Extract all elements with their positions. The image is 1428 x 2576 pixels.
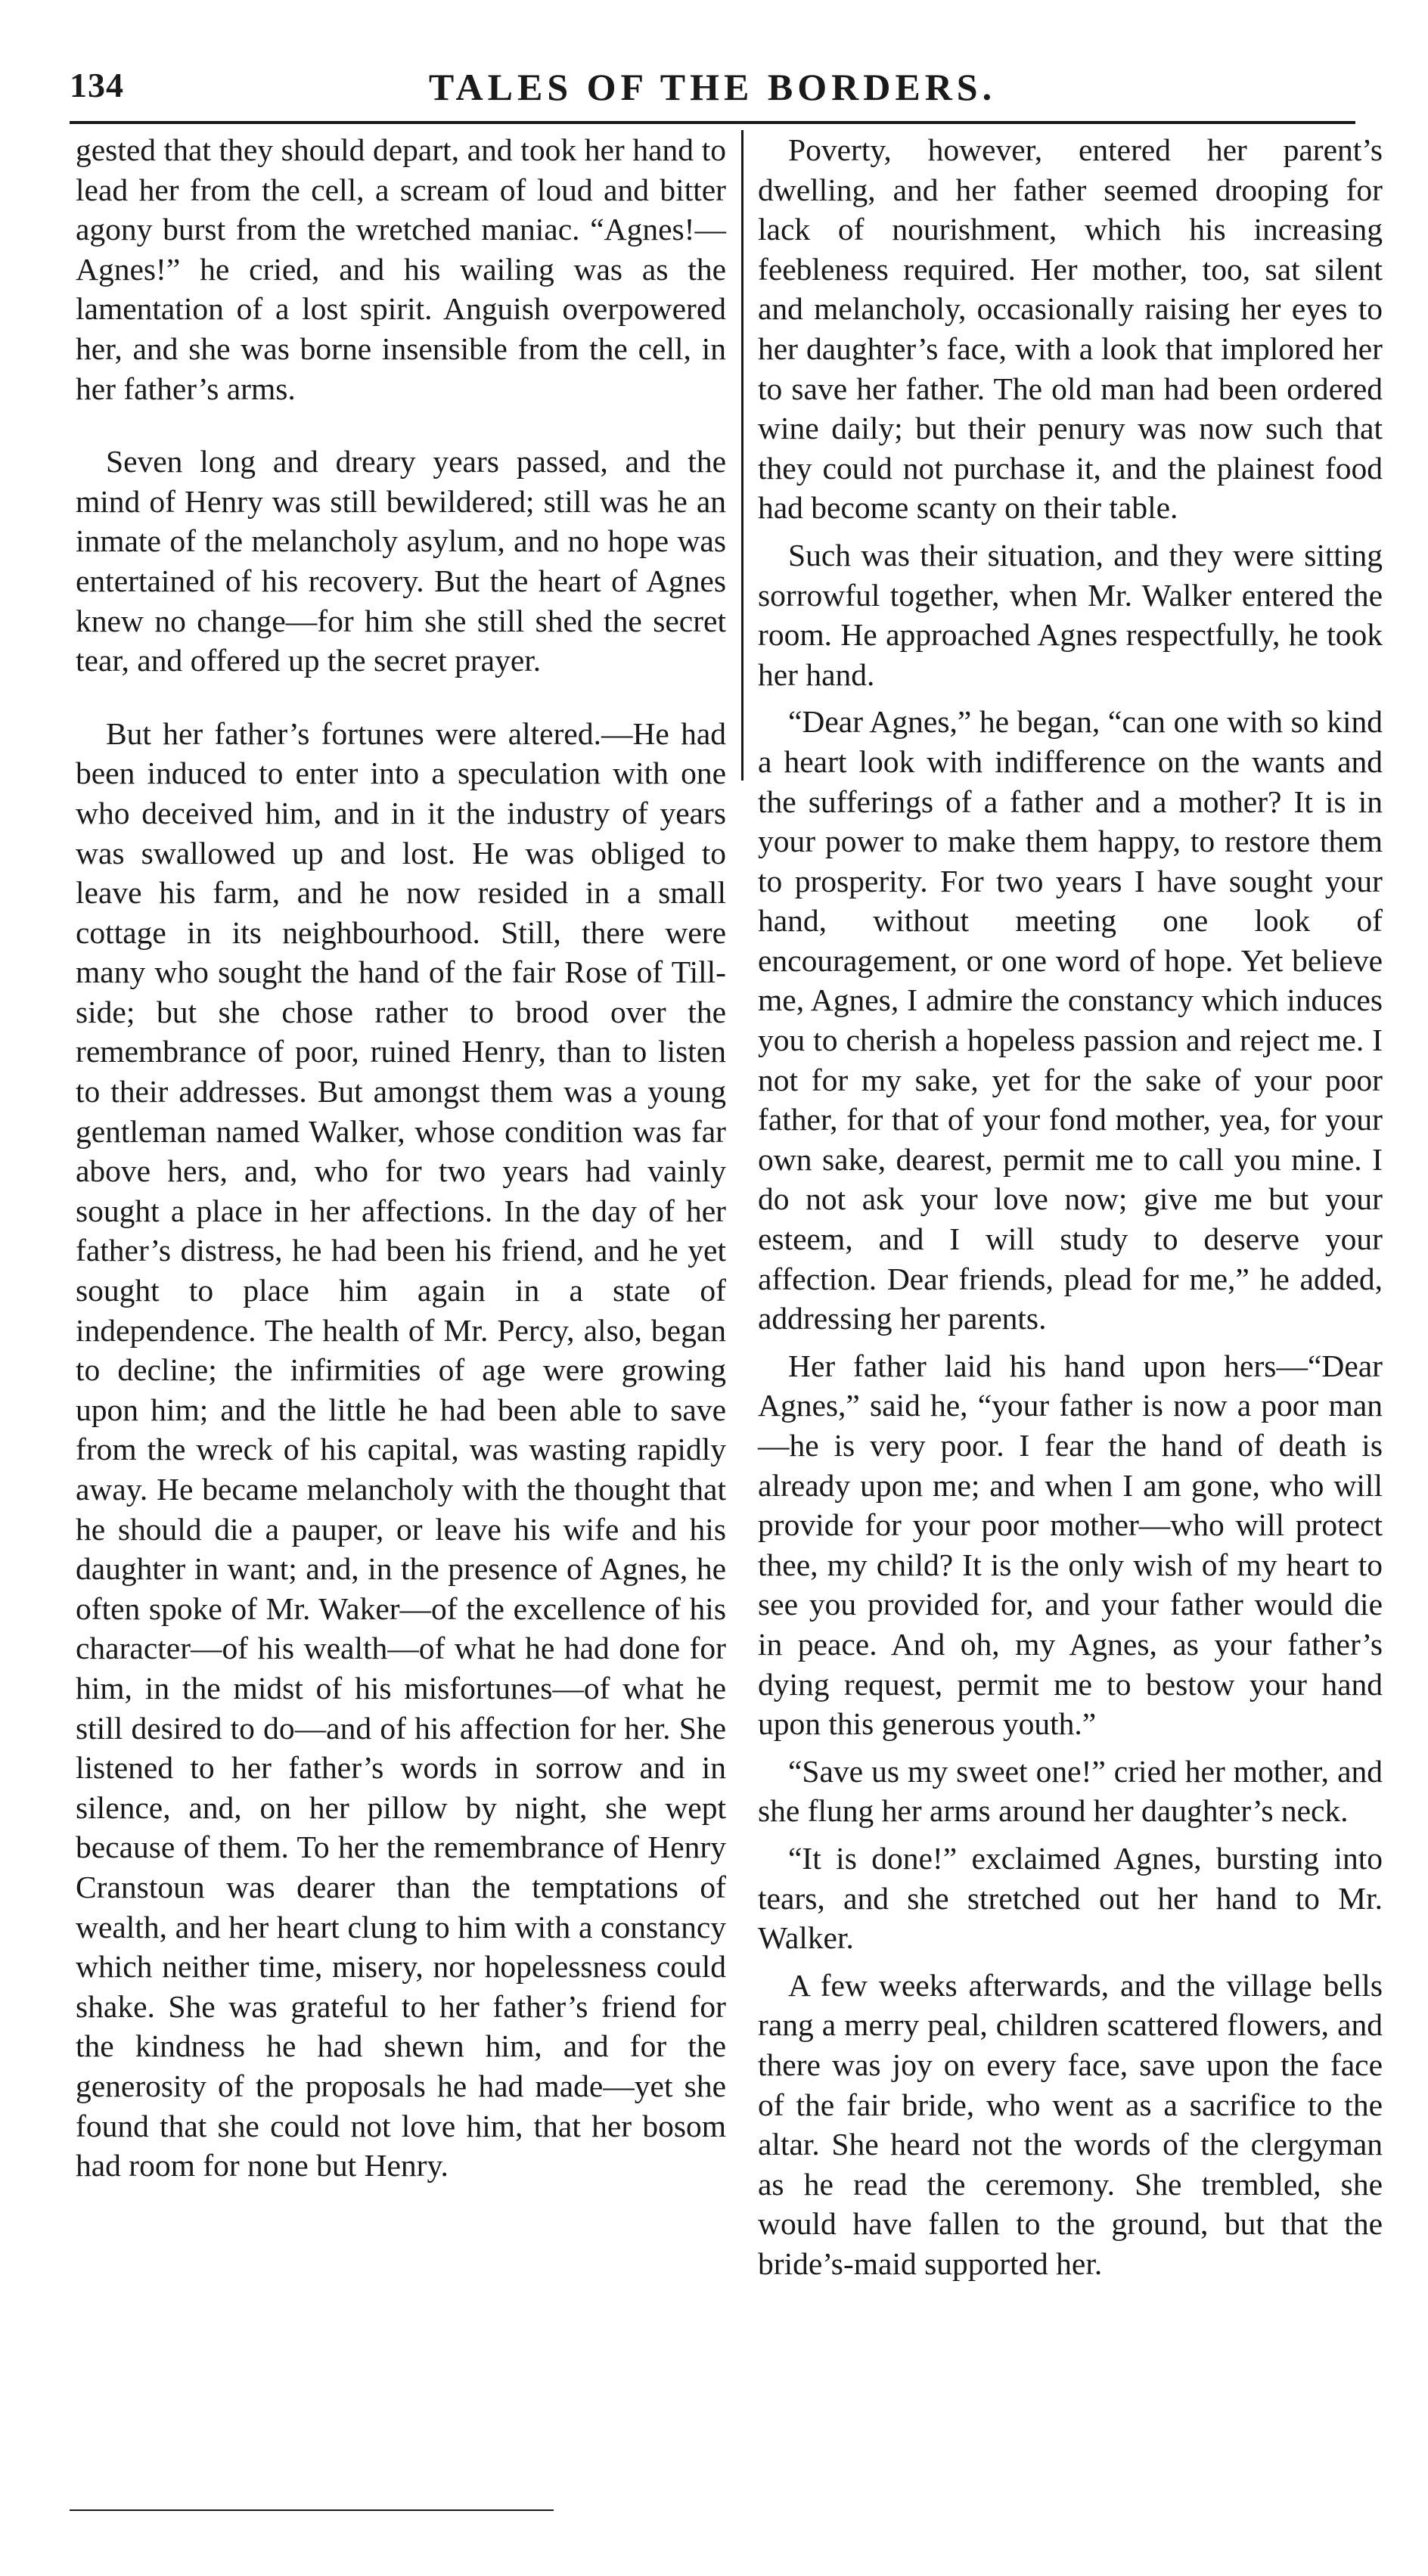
header-rule xyxy=(70,121,1355,124)
paragraph: “Save us my sweet one!” cried her mother, and she flung her arms around her daughter’s neck. xyxy=(758,1753,1383,1829)
paragraph: Her father laid his hand upon hers—“Dear Agnes,” said he, “your father is now a poor man—he is very poor. I fear the hand of death is already upon me; and when I am gone, who will provide for your poor mother—who will protect thee, my child? It is the only wish of my heart to see you provided for, and your father would die in peace. And oh, my Agnes, as your father’s dying request, permit me to bestow your hand upon this generous youth.” xyxy=(758,1348,1383,1742)
paragraph: But her father’s fortunes were altered.—He had been induced to enter into a speculation with one who deceived him, and in it the industry of years was swallowed up and lost. He was obliged to leave his farm, and he now resided in a small cottage in its neighbourhood. Still, there were many who sought the hand of the fair Rose of Till-side; but she chose rather to brood over the remembrance of poor, ruined Henry, than to listen to their addresses. But amongst them was a young gentleman named Walker, whose condition was far above hers, and, who for two years had vainly sought a place in her affections. In the day of her father’s distress, he had been his friend, and he yet sought to place him again in a state of independence. The health of Mr. Percy, also, began to decline; the infirmities of age were growing upon him; and the little he had been able to save from the wreck of his capital, was wasting rapidly away. He became melancholy with the thought that he should die a pauper, or leave his wife and his daughter in want; and, in the presence of Agnes, he often spoke of Mr. Waker—of the excellence of his character—of his wealth—of what he had done for him, in the midst of his misfortunes—of what he still desired to do—and of his affection for her. She listened to her father’s words in sorrow and in silence, and, on her pillow by night, she wept because of them. To her the remembrance of Henry Cranstoun was dearer than the temptations of wealth, and her heart clung to him with a constancy which neither time, misery, nor hopelessness could shake. She was grateful to her father’s friend for the kindness he had shewn him, and for the generosity of the proposals he had made—yet she found that she could not love him, that her bosom had room for none but Henry. xyxy=(76,715,726,2183)
page-number: 134 xyxy=(70,66,124,104)
paragraph: Such was their situation, and they were sitting sorrowful together, when Mr. Walker entered the room. He approached Agnes respectfully, he took her hand. xyxy=(758,537,1383,692)
left-column xyxy=(76,130,726,2186)
page-header xyxy=(70,65,1355,118)
paragraph: Poverty, however, entered her parent’s dwelling, and her father seemed drooping for lack of nourishment, which his increasing feebleness required. Her mother, too, sat silent and melancholy, occasionally raising her eyes to her daughter’s face, with a look that implored her to save her father. The old man had been ordered wine daily; but their penury was now such that they could not purchase it, and the plainest food had become scanty on their table. xyxy=(758,132,1383,526)
paragraph: Seven long and dreary years passed, and the mind of Henry was still bewildered; still was he an inmate of the melancholy asylum, and no hope was entertained of his recovery. But the heart of Agnes knew no change—for him she still shed the secret tear, and offered up the secret prayer. xyxy=(76,444,726,678)
footer-rule xyxy=(70,2509,554,2511)
paragraph: A few weeks afterwards, and the village bells rang a merry peal, children scattered flowers, and there was joy on every face, save upon the face of the fair bride, who went as a sacrifice to the altar. She heard not the words of the clergyman as he read the ceremony. She trembled, she would have fallen to the ground, but that the bride’s-maid supported her. xyxy=(758,1967,1383,2281)
paragraph: gested that they should depart, and took her hand to lead her from the cell, a scream of loud and bitter agony burst from the wretched maniac. “Agnes!—Agnes!” he cried, and his wailing was as the lamentation of a lost spirit. Anguish overpowered her, and she was borne insensible from the cell, in her father’s arms. xyxy=(76,132,726,406)
paragraph: “It is done!” exclaimed Agnes, bursting into tears, and she stretched out her hand to Mr. Walker. xyxy=(758,1840,1383,1956)
column-rule xyxy=(741,130,743,781)
paragraph: “Dear Agnes,” he began, “can one with so kind a heart look with indifference on the wants and the sufferings of a father and a mother? It is in your power to make them happy, to restore them to prosperity. For two years I have sought your hand, without meeting one look of encouragement, or one word of hope. Yet believe me, Agnes, I admire the constancy which induces you to cherish a hopeless passion and reject me. I not for my sake, yet for the sake of your poor father, for that of your fond mother, yea, for your own sake, dearest, permit me to call you mine. I do not ask your love now; give me but your esteem, and I will study to deserve your affection. Dear friends, plead for me,” he added, addressing her parents. xyxy=(758,704,1383,1336)
right-column xyxy=(758,130,1383,2283)
running-title: TALES OF THE BORDERS. xyxy=(428,66,997,108)
